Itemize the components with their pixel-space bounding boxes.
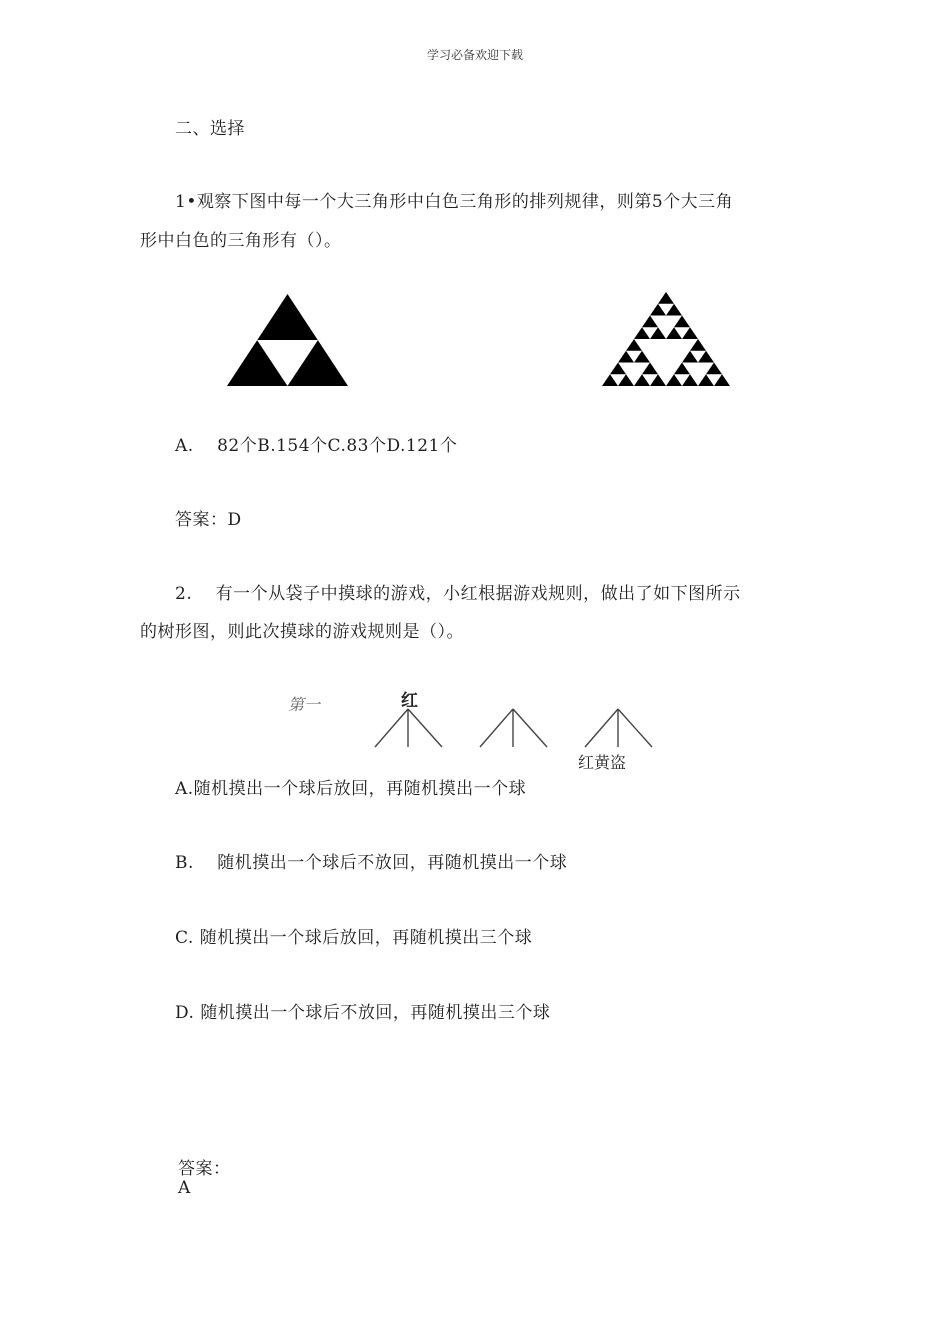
tree-label-first: 第一 [288, 695, 321, 714]
q2-answer-value: A [178, 1178, 191, 1198]
q2-option-c: C. 随机摸出一个球后放回，再随机摸出三个球 [175, 928, 533, 948]
tree-label-top: 红 [401, 691, 418, 711]
q2-option-a: A.随机摸出一个球后放回，再随机摸出一个球 [175, 779, 527, 799]
sierpinski-figure-1 [225, 292, 350, 388]
tree-label-bottom: 红黄盗 [578, 753, 627, 772]
tree-branch-1 [375, 709, 442, 747]
page-header: 学习必备欢迎下载 [426, 48, 523, 62]
q1-options: A. 82个B.154个C.83个D.121个 [175, 436, 458, 456]
q1-answer: 答案：D [175, 510, 242, 530]
q2-option-d: D. 随机摸出一个球后不放回，再随机摸出三个球 [175, 1003, 551, 1023]
tree-diagram [370, 705, 660, 750]
sierpinski-figure-2 [600, 290, 732, 388]
q1-line-1: 1•观察下图中每一个大三角形中白色三角形的排列规律，则第5个大三角 [175, 192, 734, 212]
tree-branch-2 [480, 709, 547, 747]
q2-answer-label: 答案： [178, 1159, 231, 1179]
q2-line-1: 2. 有一个从袋子中摸球的游戏，小红根据游戏规则，做出了如下图所示 [175, 584, 741, 604]
tree-branch-3 [585, 709, 652, 747]
q2-line-2: 的树形图，则此次摸球的游戏规则是（）。 [140, 622, 464, 642]
q1-line-2: 形中白色的三角形有（）。 [140, 231, 342, 251]
section-title: 二、选择 [175, 119, 245, 139]
q2-option-b: B. 随机摸出一个球后不放回，再随机摸出一个球 [175, 853, 568, 873]
